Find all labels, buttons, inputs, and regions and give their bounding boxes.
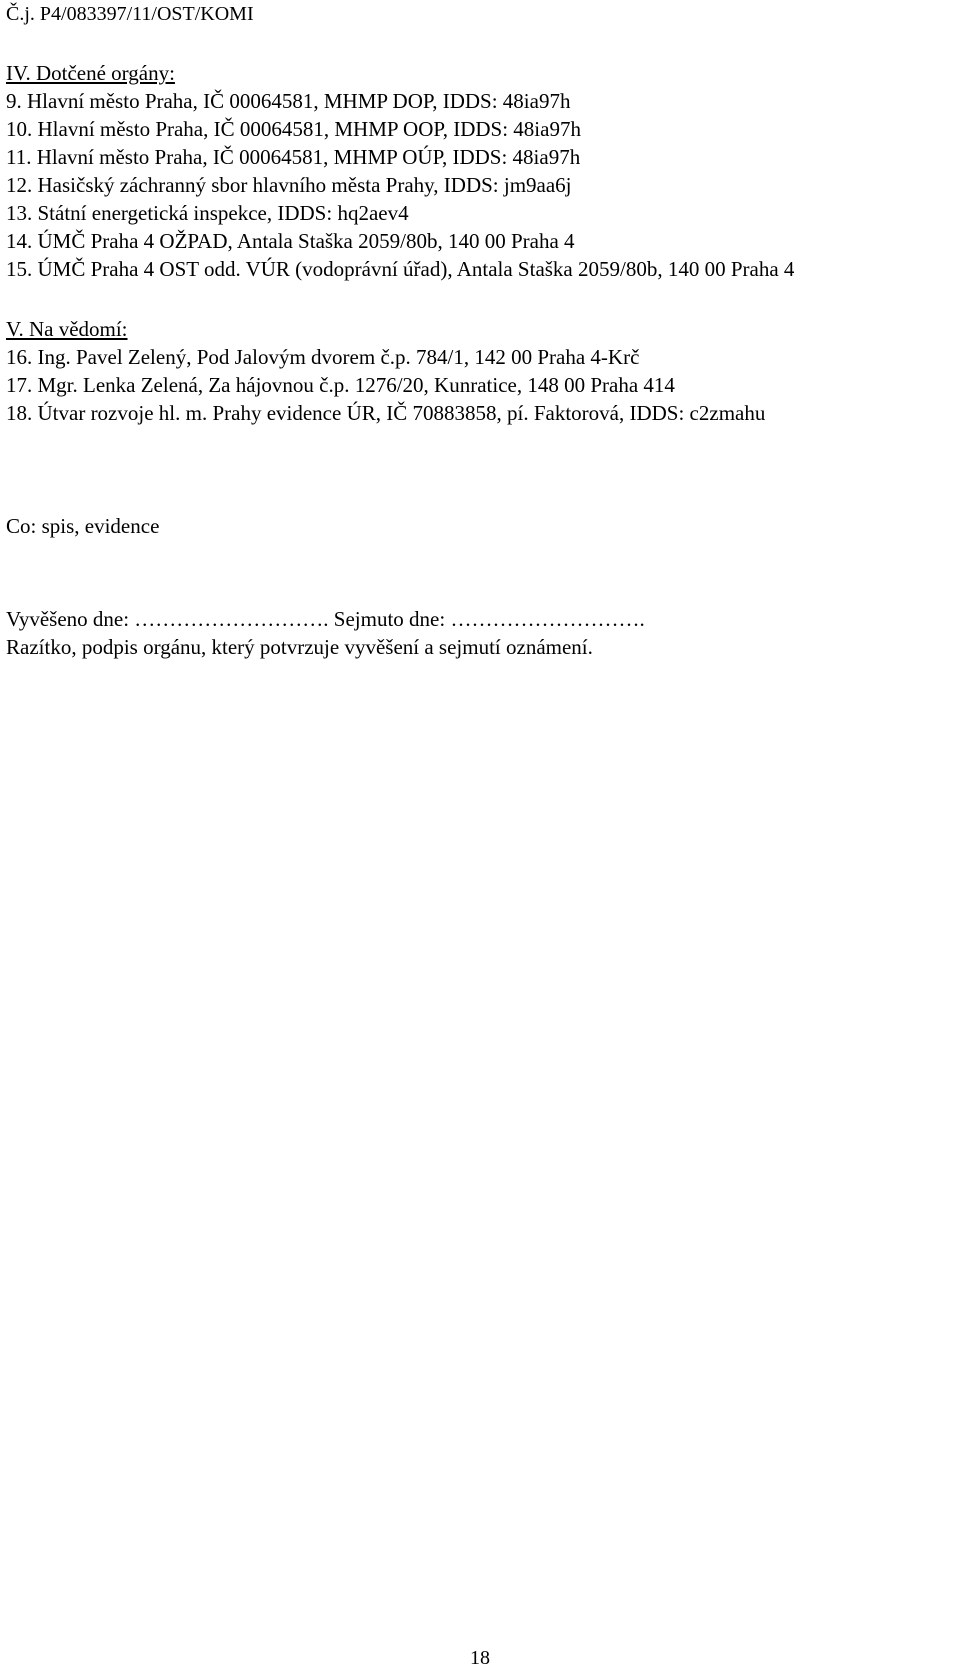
page-number: 18	[470, 1647, 490, 1669]
list-item: 17. Mgr. Lenka Zelená, Za hájovnou č.p. 1276/20, Kunratice, 148 00 Praha 414	[6, 373, 675, 397]
section-heading: IV. Dotčené orgány:	[6, 61, 175, 85]
for-information-section	[6, 315, 950, 427]
affected-authorities-section	[6, 59, 950, 283]
section-heading: V. Na vědomí:	[6, 317, 128, 341]
list-item: 15. ÚMČ Praha 4 OST odd. VÚR (vodoprávní úřad), Antala Staška 2059/80b, 140 00 Praha 4	[6, 257, 795, 281]
posting-record-section	[6, 605, 950, 661]
list-item: 11. Hlavní město Praha, IČ 00064581, MHMP OÚP, IDDS: 48ia97h	[6, 145, 581, 169]
list-item: 12. Hasičský záchranný sbor hlavního města Prahy, IDDS: jm9aa6j	[6, 173, 572, 197]
document-reference-number: Č.j. P4/083397/11/OST/KOMI	[6, 3, 254, 25]
list-item: 16. Ing. Pavel Zelený, Pod Jalovým dvorem č.p. 784/1, 142 00 Praha 4-Krč	[6, 345, 640, 369]
list-item: 14. ÚMČ Praha 4 OŽPAD, Antala Staška 2059/80b, 140 00 Praha 4	[6, 229, 575, 253]
list-item: 9. Hlavní město Praha, IČ 00064581, MHMP DOP, IDDS: 48ia97h	[6, 89, 571, 113]
copy-to-section	[6, 512, 950, 540]
list-item: 18. Útvar rozvoje hl. m. Prahy evidence ÚR, IČ 70883858, pí. Faktorová, IDDS: c2zmahu	[6, 401, 766, 425]
stamp-signature-line: Razítko, podpis orgánu, který potvrzuje vyvěšení a sejmutí oznámení.	[6, 635, 593, 659]
list-item: 13. Státní energetická inspekce, IDDS: hq2aev4	[6, 201, 409, 225]
copy-to-text: Co: spis, evidence	[6, 514, 160, 538]
posted-removed-dates-line: Vyvěšeno dne: ………………………. Sejmuto dne: ……………………….	[6, 607, 645, 631]
list-item: 10. Hlavní město Praha, IČ 00064581, MHMP OOP, IDDS: 48ia97h	[6, 117, 581, 141]
